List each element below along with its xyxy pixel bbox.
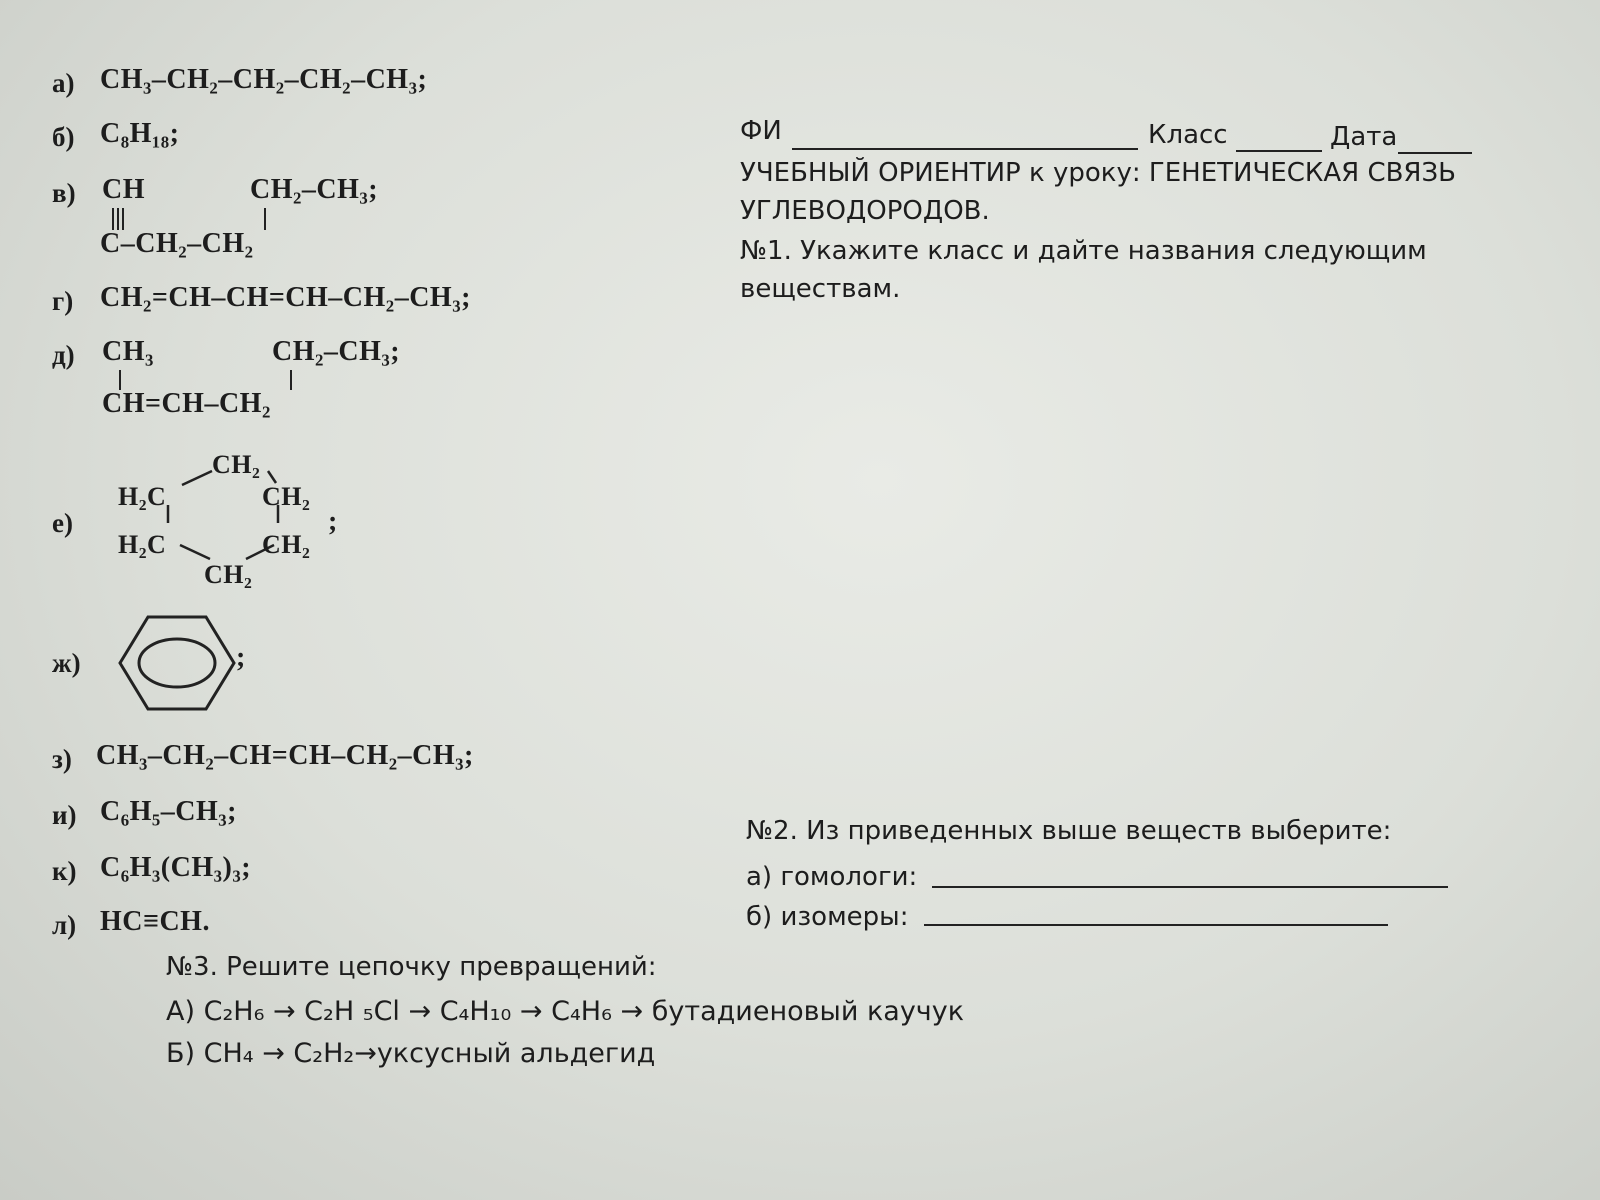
single-bond [290,370,292,390]
ring-top: CH₂ [212,450,261,479]
chain-b: Б) CH₄ → C₂H₂→уксусный альдегид [166,1038,656,1069]
homologues-field[interactable] [932,886,1448,888]
klass-field[interactable] [1236,150,1322,152]
formula: C₈H₁₈; [100,118,180,149]
page-title-cont: УГЛЕВОДОРОДОВ. [740,196,990,226]
item-label: е) [52,508,73,538]
item-label: л) [52,910,77,940]
fi-label: ФИ [740,116,782,146]
item-label: в) [52,178,76,208]
chain-a: А) C₂H₆ → C₂H ₅Cl → C₄H₁₀ → C₄H₆ → бутадиеновый каучук [166,996,965,1027]
formula-bottom: C–CH₂–CH₂ [100,228,254,259]
formula-top-right: CH₂–CH₃; [272,336,401,367]
formula: C₆H₃(CH₃)₃; [100,852,252,883]
benzene-ring-icon [112,610,242,716]
data-field[interactable] [1398,152,1472,154]
formula: C₆H₅–CH₃; [100,796,238,827]
item-label: г) [52,286,74,316]
item-label: ж) [52,648,81,678]
item-label: д) [52,340,75,370]
formula: CH₂=CH–CH=CH–CH₂–CH₃; [100,282,471,313]
ring-semicolon: ; [328,506,338,537]
ring-lower-left: H₂C [118,530,167,559]
formula-bottom: CH=CH–CH₂ [102,388,271,419]
task1-text-cont: веществам. [740,274,901,304]
item-label: а) [52,68,75,98]
formula-top-right: CH₂–CH₃; [250,174,379,205]
formula-top-left: CH₃ [102,336,154,367]
ring-lower-right: CH₂ [262,530,311,559]
ring-upper-left: H₂C [118,482,167,511]
page-title: УЧЕБНЫЙ ОРИЕНТИР к уроку: ГЕНЕТИЧЕСКАЯ СВЯЗЬ [740,158,1457,188]
data-label: Дата [1330,122,1398,152]
task1-text: №1. Укажите класс и дайте названия следующим [740,236,1427,266]
homologues-label: а) гомологи: [746,862,918,892]
single-bond [264,208,266,230]
task2-title: №2. Из приведенных выше веществ выберите: [746,816,1392,846]
formula: CH₃–CH₂–CH=CH–CH₂–CH₃; [96,740,474,771]
formula-top-left: CH [102,174,145,205]
fi-field[interactable] [792,148,1138,150]
item-label: б) [52,122,75,152]
formula: CH₃–CH₂–CH₂–CH₂–CH₃; [100,64,428,95]
ring-upper-right: CH₂ [262,482,311,511]
item-label: к) [52,856,77,886]
isomers-label: б) изомеры: [746,902,909,932]
ring-bottom: CH₂ [204,560,253,589]
benzene-semicolon: ; [236,642,246,673]
task3-title: №3. Решите цепочку превращений: [166,952,657,982]
isomers-field[interactable] [924,924,1388,926]
item-label: з) [52,744,72,774]
klass-label: Класс [1148,120,1228,150]
formula: HC≡CH. [100,906,210,937]
single-bond [119,370,121,390]
item-label: и) [52,800,77,830]
